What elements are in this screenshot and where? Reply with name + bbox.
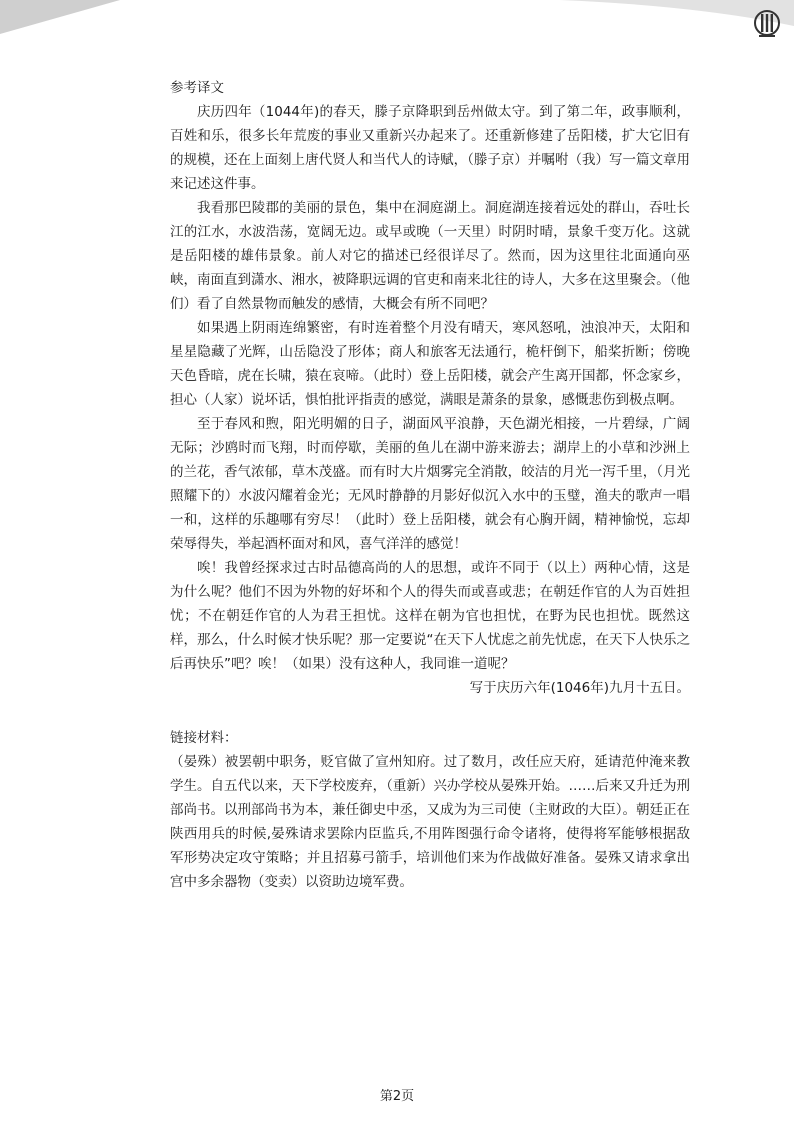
translation-paragraph: 我看那巴陵郡的美丽的景色，集中在洞庭湖上。洞庭湖连接着远处的群山，吞吐长江的江水，水波浩荡，宽阔无边。或早或晚（一天里）时阴时晴，景象千变万化。这就是岳阳楼的雄伟景象。前人对它的描述已经很详尽了。然而，因为这里往北面通向巫峡，南面直到潇水、湘水，被降职远调的官吏和南来北往的诗人，大多在这里聚会。（他们）看了自然景物而触发的感情，大概会有所不同吧？ <box>170 200 690 312</box>
circular-emblem-icon <box>750 8 784 40</box>
link-material-heading: 链接材料： <box>170 730 238 746</box>
document-body <box>170 76 690 894</box>
translation-paragraph: 唉！我曾经探求过古时品德高尚的人的思想，或许不同于（以上）两种心情，这是为什么呢？他们不因为外物的好坏和个人的得失而或喜或悲；在朝廷作官的人为百姓担忧；不在朝廷作官的人为君王担忧。这样在朝为官也担忧，在野为民也担忧。既然这样，那么，什么时候才快乐呢？那一定要说“在天下人忧虑之前先忧虑，在天下人快乐之后再快乐”吧？唉！（如果）没有这种人，我同谁一道呢？ <box>170 560 690 672</box>
section-gap <box>170 700 690 726</box>
page-number: 第2页 <box>379 1089 415 1104</box>
translation-heading: 参考译文 <box>170 80 224 96</box>
translation-paragraph: 庆历四年（1044年)的春天，滕子京降职到岳州做太守。到了第二年，政事顺利，百姓和乐，很多长年荒废的事业又重新兴办起来了。还重新修建了岳阳楼，扩大它旧有的规模，还在上面刻上唐代贤人和当代人的诗赋，（滕子京）并嘱咐（我）写一篇文章用来记述这件事。 <box>170 104 690 192</box>
translation-paragraph: 如果遇上阴雨连绵繁密，有时连着整个月没有晴天，寒风怒吼，浊浪冲天，太阳和星星隐藏了光辉，山岳隐没了形体；商人和旅客无法通行，桅杆倒下，船桨折断；傍晚天色昏暗，虎在长啸，猿在哀啼。（此时）登上岳阳楼，就会产生离开国都，怀念家乡，担心（人家）说坏话，惧怕批评指责的感觉，满眼是萧条的景象，感慨悲伤到极点啊。 <box>170 320 690 408</box>
translation-paragraph: 至于春风和煦，阳光明媚的日子，湖面风平浪静，天色湖光相接，一片碧绿，广阔无际；沙鸥时而飞翔，时而停歇，美丽的鱼儿在湖中游来游去；湖岸上的小草和沙洲上的兰花，香气浓郁，草木茂盛。而有时大片烟雾完全消散，皎洁的月光一泻千里，（月光照耀下的）水波闪耀着金光；无风时静静的月影好似沉入水中的玉璧，渔夫的歌声一唱一和，这样的乐趣哪有穷尽！（此时）登上岳阳楼，就会有心胸开阔，精神愉悦，忘却荣辱得失，举起酒杯面对和风，喜气洋洋的感觉！ <box>170 416 690 552</box>
header-shading <box>0 0 794 40</box>
link-material-text: （晏殊）被罢朝中职务，贬官做了宣州知府。过了数月，改任应天府，延请范仲淹来教学生。自五代以来，天下学校废弃，（重新）兴办学校从晏殊开始。……后来又升迁为刑部尚书。以刑部尚书为本，兼任御史中丞，又成为为三司使（主财政的大臣）。朝廷正在陕西用兵的时候,晏殊请求罢除内臣监兵,不用阵图强行命令诸将，使得将军能够根据敌军形势决定攻守策略；并且招募弓箭手，培训他们来为作战做好准备。晏殊又请求拿出宫中多余器物（变卖）以资助边境军费。 <box>170 754 690 890</box>
date-signature: 写于庆历六年(1046年)九月十五日。 <box>469 680 690 696</box>
